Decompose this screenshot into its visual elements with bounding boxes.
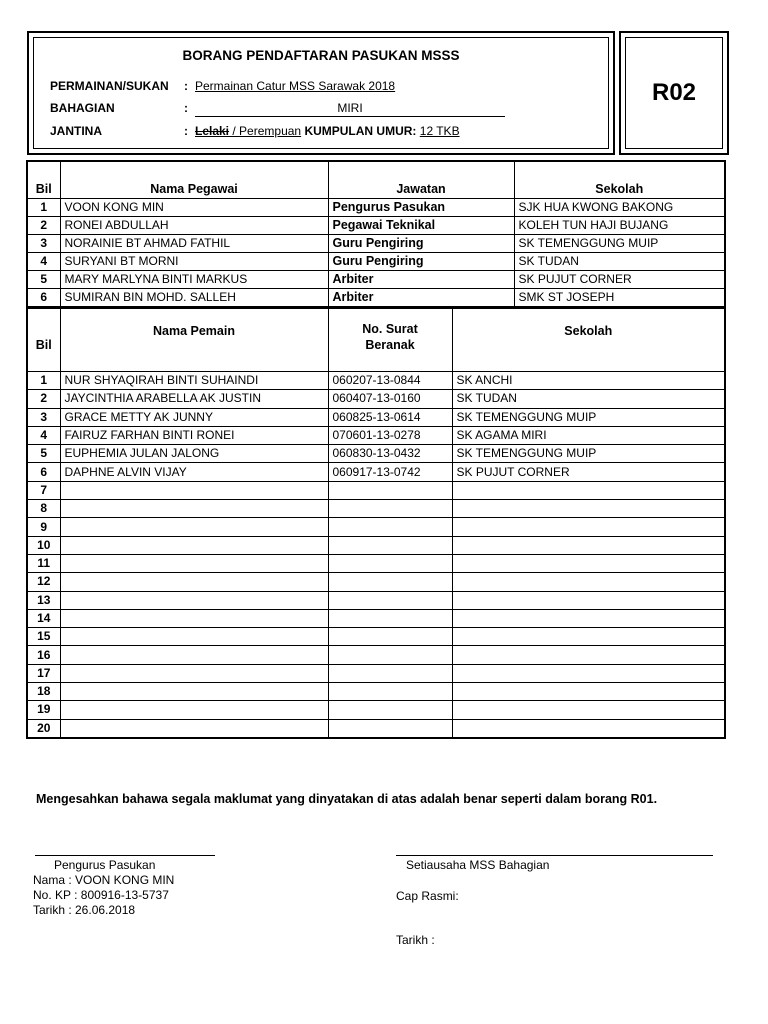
players-header-bil: Bil <box>27 308 60 372</box>
players-cell-nama <box>60 536 328 554</box>
players-cell-bil: 5 <box>27 445 60 463</box>
officials-cell-sekolah: SK PUJUT CORNER <box>514 271 725 289</box>
officials-row <box>27 271 725 289</box>
jantina-separator: / <box>229 124 240 138</box>
officials-cell-sekolah: SK TUDAN <box>514 253 725 271</box>
jantina-colon: : <box>184 124 188 138</box>
players-cell-bil: 12 <box>27 573 60 591</box>
signature-line-left <box>35 855 215 856</box>
players-cell-sekolah <box>452 609 725 627</box>
players-cell-sekolah <box>452 719 725 738</box>
players-cell-bil: 2 <box>27 390 60 408</box>
officials-cell-bil: 3 <box>27 235 60 253</box>
officials-cell-jawatan: Arbiter <box>328 271 514 289</box>
officials-cell-sekolah: KOLEH TUN HAJI BUJANG <box>514 217 725 235</box>
officials-cell-nama: NORAINIE BT AHMAD FATHIL <box>60 235 328 253</box>
players-cell-surat: 060917-13-0742 <box>328 463 452 481</box>
players-row <box>27 445 725 463</box>
players-cell-surat: 070601-13-0278 <box>328 426 452 444</box>
players-cell-surat <box>328 518 452 536</box>
officials-cell-nama: VOON KONG MIN <box>60 199 328 217</box>
permainan-value: Permainan Catur MSS Sarawak 2018 <box>195 79 396 93</box>
players-cell-sekolah <box>452 701 725 719</box>
officials-row <box>27 289 725 308</box>
players-cell-nama <box>60 628 328 646</box>
bahagian-colon: : <box>184 101 188 115</box>
players-row <box>27 463 725 481</box>
officials-header-sekolah: Sekolah <box>514 161 725 199</box>
players-cell-surat <box>328 591 452 609</box>
officials-cell-nama: SUMIRAN BIN MOHD. SALLEH <box>60 289 328 308</box>
players-row <box>27 719 725 738</box>
players-cell-bil: 11 <box>27 554 60 572</box>
players-cell-bil: 14 <box>27 609 60 627</box>
signature-left-tarikh: Tarikh : 26.06.2018 <box>33 903 136 917</box>
officials-table <box>26 160 726 308</box>
players-cell-surat <box>328 719 452 738</box>
players-cell-sekolah <box>452 536 725 554</box>
players-cell-nama: GRACE METTY AK JUNNY <box>60 408 328 426</box>
players-row <box>27 554 725 572</box>
players-cell-nama: JAYCINTHIA ARABELLA AK JUSTIN <box>60 390 328 408</box>
players-cell-sekolah <box>452 664 725 682</box>
players-row <box>27 591 725 609</box>
signature-right-title: Setiausaha MSS Bahagian <box>406 858 550 872</box>
bahagian-label: BAHAGIAN <box>50 101 115 115</box>
players-cell-nama <box>60 646 328 664</box>
officials-cell-nama: MARY MARLYNA BINTI MARKUS <box>60 271 328 289</box>
players-cell-surat: 060830-13-0432 <box>328 445 452 463</box>
players-cell-bil: 16 <box>27 646 60 664</box>
players-cell-bil: 20 <box>27 719 60 738</box>
players-cell-bil: 1 <box>27 372 60 390</box>
players-cell-nama <box>60 573 328 591</box>
players-row <box>27 628 725 646</box>
permainan-label: PERMAINAN/SUKAN <box>50 79 169 93</box>
players-cell-nama <box>60 683 328 701</box>
players-cell-surat <box>328 628 452 646</box>
players-cell-sekolah <box>452 481 725 499</box>
officials-cell-bil: 4 <box>27 253 60 271</box>
players-cell-sekolah: SK TEMENGGUNG MUIP <box>452 445 725 463</box>
jantina-perempuan: Perempuan <box>239 124 302 138</box>
players-cell-surat <box>328 573 452 591</box>
officials-header-row <box>27 161 725 199</box>
players-row <box>27 500 725 518</box>
signature-left-kp: No. KP : 800916-13-5737 <box>33 888 169 902</box>
players-cell-sekolah: SK AGAMA MIRI <box>452 426 725 444</box>
players-row <box>27 646 725 664</box>
players-row <box>27 408 725 426</box>
signature-left-title: Pengurus Pasukan <box>54 858 156 872</box>
declaration-text: Mengesahkan bahawa segala maklumat yang dinyatakan di atas adalah benar seperti dalam borang R01. <box>36 792 658 806</box>
players-header-sekolah: Sekolah <box>452 308 725 372</box>
players-cell-nama <box>60 500 328 518</box>
form-code-box <box>619 31 729 155</box>
players-cell-bil: 15 <box>27 628 60 646</box>
players-cell-nama <box>60 518 328 536</box>
officials-cell-nama: RONEI ABDULLAH <box>60 217 328 235</box>
players-cell-nama <box>60 554 328 572</box>
form-code: R02 <box>625 37 723 149</box>
signature-right-tarikh: Tarikh : <box>396 933 435 947</box>
officials-cell-sekolah: SK TEMENGGUNG MUIP <box>514 235 725 253</box>
form-title: BORANG PENDAFTARAN PASUKAN MSSS <box>182 48 460 63</box>
players-cell-bil: 8 <box>27 500 60 518</box>
officials-cell-nama: SURYANI BT MORNI <box>60 253 328 271</box>
signature-line-right <box>396 855 713 856</box>
players-cell-bil: 7 <box>27 481 60 499</box>
players-cell-surat <box>328 683 452 701</box>
players-cell-nama <box>60 481 328 499</box>
signature-right-cap: Cap Rasmi: <box>396 889 459 903</box>
officials-header-jawatan: Jawatan <box>328 161 514 199</box>
players-cell-bil: 4 <box>27 426 60 444</box>
players-cell-bil: 6 <box>27 463 60 481</box>
players-table <box>26 307 726 739</box>
players-cell-nama <box>60 664 328 682</box>
officials-cell-sekolah: SMK ST JOSEPH <box>514 289 725 308</box>
form-header <box>27 31 615 155</box>
players-cell-sekolah <box>452 646 725 664</box>
officials-row <box>27 253 725 271</box>
players-cell-surat <box>328 554 452 572</box>
players-row <box>27 426 725 444</box>
officials-cell-jawatan: Guru Pengiring <box>328 235 514 253</box>
players-row <box>27 701 725 719</box>
kumpulan-value: 12 TKB <box>419 124 460 138</box>
officials-cell-sekolah: SJK HUA KWONG BAKONG <box>514 199 725 217</box>
officials-cell-bil: 5 <box>27 271 60 289</box>
players-cell-sekolah <box>452 683 725 701</box>
players-cell-surat: 060825-13-0614 <box>328 408 452 426</box>
players-cell-nama: FAIRUZ FARHAN BINTI RONEI <box>60 426 328 444</box>
players-cell-sekolah <box>452 500 725 518</box>
officials-row <box>27 199 725 217</box>
signature-left-nama: Nama : VOON KONG MIN <box>33 873 175 887</box>
players-cell-nama <box>60 591 328 609</box>
players-cell-surat: 060407-13-0160 <box>328 390 452 408</box>
officials-cell-bil: 1 <box>27 199 60 217</box>
players-cell-sekolah <box>452 628 725 646</box>
players-cell-surat <box>328 646 452 664</box>
players-cell-nama: DAPHNE ALVIN VIJAY <box>60 463 328 481</box>
players-row <box>27 664 725 682</box>
officials-cell-jawatan: Pengurus Pasukan <box>328 199 514 217</box>
players-cell-sekolah <box>452 591 725 609</box>
players-cell-nama: NUR SHYAQIRAH BINTI SUHAINDI <box>60 372 328 390</box>
officials-cell-jawatan: Guru Pengiring <box>328 253 514 271</box>
officials-header-nama: Nama Pegawai <box>60 161 328 199</box>
players-cell-bil: 13 <box>27 591 60 609</box>
players-row <box>27 536 725 554</box>
players-cell-sekolah: SK PUJUT CORNER <box>452 463 725 481</box>
kumpulan-label: KUMPULAN UMUR: <box>304 124 417 138</box>
players-cell-bil: 19 <box>27 701 60 719</box>
players-row <box>27 372 725 390</box>
players-cell-surat <box>328 536 452 554</box>
players-row <box>27 683 725 701</box>
form-header-inner <box>33 37 609 149</box>
officials-header-bil: Bil <box>27 161 60 199</box>
officials-cell-jawatan: Arbiter <box>328 289 514 308</box>
officials-row <box>27 217 725 235</box>
players-cell-nama <box>60 719 328 738</box>
players-cell-sekolah: SK ANCHI <box>452 372 725 390</box>
players-row <box>27 573 725 591</box>
players-cell-nama: EUPHEMIA JULAN JALONG <box>60 445 328 463</box>
jantina-label: JANTINA <box>50 124 103 138</box>
players-cell-sekolah: SK TEMENGGUNG MUIP <box>452 408 725 426</box>
players-cell-bil: 9 <box>27 518 60 536</box>
players-header-row <box>27 308 725 372</box>
players-cell-nama <box>60 609 328 627</box>
players-header-nama: Nama Pemain <box>60 308 328 372</box>
officials-cell-bil: 2 <box>27 217 60 235</box>
bahagian-value: MIRI <box>195 101 505 117</box>
players-cell-surat: 060207-13-0844 <box>328 372 452 390</box>
permainan-colon: : <box>184 79 188 93</box>
players-cell-surat <box>328 609 452 627</box>
players-cell-sekolah: SK TUDAN <box>452 390 725 408</box>
players-cell-surat <box>328 664 452 682</box>
officials-row <box>27 235 725 253</box>
officials-cell-bil: 6 <box>27 289 60 308</box>
players-cell-surat <box>328 500 452 518</box>
players-header-surat: No. Surat Beranak <box>328 308 452 372</box>
players-cell-bil: 18 <box>27 683 60 701</box>
officials-cell-jawatan: Pegawai Teknikal <box>328 217 514 235</box>
players-cell-bil: 17 <box>27 664 60 682</box>
players-cell-bil: 3 <box>27 408 60 426</box>
players-cell-surat <box>328 481 452 499</box>
jantina-value <box>195 123 460 139</box>
players-cell-nama <box>60 701 328 719</box>
players-row <box>27 609 725 627</box>
players-row <box>27 481 725 499</box>
players-cell-sekolah <box>452 554 725 572</box>
players-cell-sekolah <box>452 518 725 536</box>
jantina-lelaki: Lelaki <box>195 124 230 138</box>
players-cell-bil: 10 <box>27 536 60 554</box>
players-cell-sekolah <box>452 573 725 591</box>
players-row <box>27 518 725 536</box>
players-cell-surat <box>328 701 452 719</box>
players-row <box>27 390 725 408</box>
